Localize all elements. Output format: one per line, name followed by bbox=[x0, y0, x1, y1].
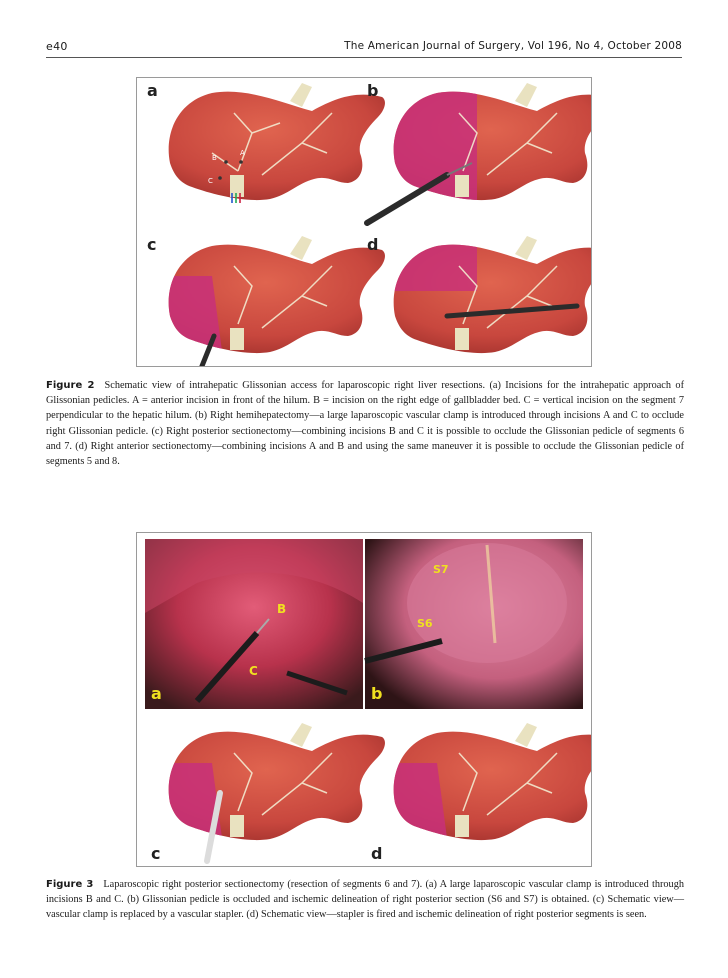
panel-label-c: c bbox=[151, 844, 161, 863]
panel-a bbox=[169, 83, 385, 203]
panel-b bbox=[367, 83, 591, 223]
page-number: e40 bbox=[46, 40, 68, 53]
panel-c bbox=[152, 236, 385, 366]
figure-2 bbox=[136, 77, 592, 367]
panel-label-b: b bbox=[371, 684, 383, 703]
photo-b bbox=[365, 539, 583, 709]
schematic-d bbox=[377, 723, 591, 853]
incision-label-a: A bbox=[240, 149, 245, 157]
figure-2-caption-label: Figure 2 bbox=[46, 380, 95, 391]
incision-label-b: B bbox=[212, 154, 217, 162]
figure-3-caption-label: Figure 3 bbox=[46, 879, 94, 890]
panel-label-b: b bbox=[367, 81, 379, 100]
figure-3-caption-text: Laparoscopic right posterior sectionectomy (resection of segments 6 and 7). (a) A large laparoscopic vascular clamp is introduced through incisions B and C. (b) Glissonian pedicle is occluded and ischemic delineation of right posterior section (S6 and S7) is obtained. (c) Schematic view—vascular clamp is replaced by a vascular stapler. (d) Schematic view—stapler is fired and ischemic delineation of right posterior segments is seen. bbox=[46, 879, 684, 921]
panel-label-a: a bbox=[151, 684, 162, 703]
figure-2-caption bbox=[46, 378, 684, 469]
panel-label-d: d bbox=[371, 844, 383, 863]
photo-label-s6: S6 bbox=[417, 617, 433, 630]
photo-a bbox=[145, 539, 363, 709]
photo-label-b: B bbox=[277, 602, 287, 616]
header-rule bbox=[46, 57, 682, 58]
figure-2-caption-text: Schematic view of intrahepatic Glissonian access for laparoscopic right liver resections. (a) Incisions for the intrahepatic approach of Glissonian pedicles. A = anterior incision in front of the hilum. B = incision on the right edge of gallbladder bed. C = vertical incision on the segment 7 perpendicular to the hepatic hilum. (b) Right hemihepatectomy—a large laparoscopic vascular clamp is introduced through incisions A and C to occlude right Glissonian pedicle. (c) Right posterior sectionectomy—combining incisions B and C it is possible to occlude the Glissonian pedicle of segments 6 and 7. (d) Right anterior sectionectomy—combining incisions A and B and using the same maneuver it is possible to occlude the Glissonian pedicle of segments 5 and 8. bbox=[46, 380, 684, 468]
journal-citation: The American Journal of Surgery, Vol 196, No 4, October 2008 bbox=[344, 40, 682, 52]
figure-3-illustration bbox=[137, 533, 591, 866]
panel-d bbox=[387, 236, 591, 353]
panel-label-a: a bbox=[147, 81, 158, 100]
figure-2-illustration bbox=[137, 78, 591, 366]
running-header bbox=[46, 40, 682, 56]
panel-label-d: d bbox=[367, 235, 379, 254]
panel-label-c: c bbox=[147, 235, 157, 254]
figure-3-caption bbox=[46, 877, 684, 923]
incision-label-c: C bbox=[208, 177, 213, 185]
schematic-c bbox=[152, 723, 385, 861]
photo-label-c: C bbox=[249, 664, 258, 678]
photo-label-s7: S7 bbox=[433, 563, 449, 576]
figure-3 bbox=[136, 532, 592, 867]
